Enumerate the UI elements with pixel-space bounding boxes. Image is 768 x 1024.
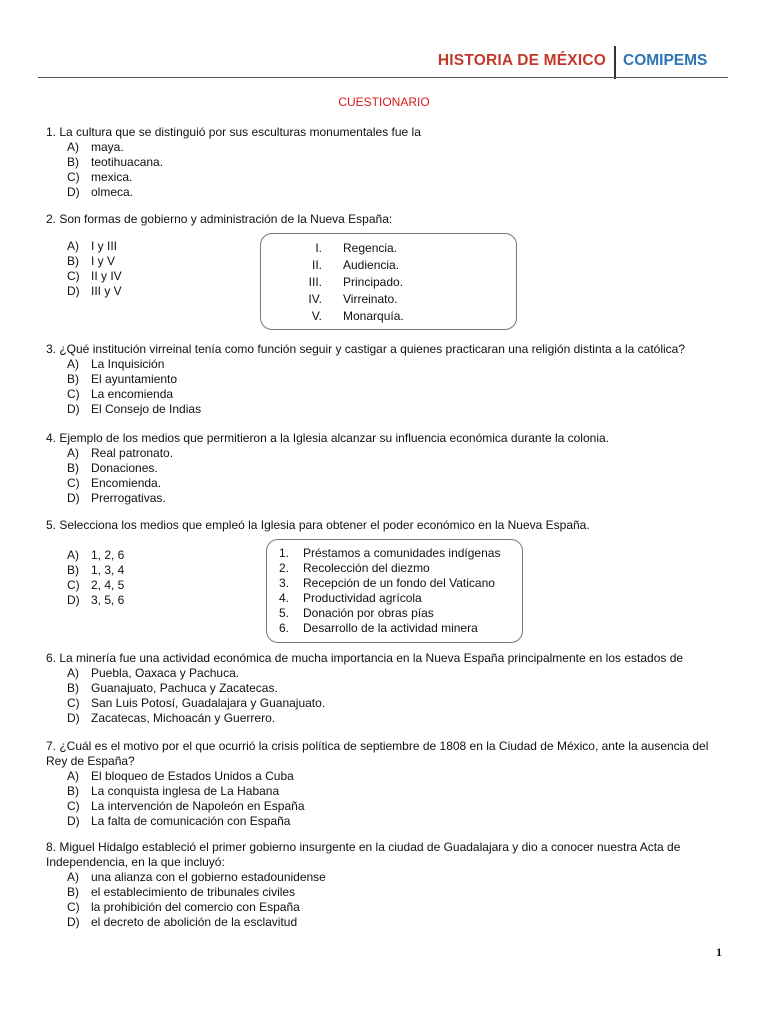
option-d (46, 915, 724, 930)
header-rule (38, 77, 728, 78)
box-item (267, 546, 522, 561)
option-b (46, 784, 724, 799)
question-text: 7. ¿Cuál es el motivo por el que ocurrió la crisis política de septiembre de 1808 en la Ciudad de México, ante la ausencia del Rey de España? (46, 739, 709, 768)
question-text: 1. La cultura que se distinguió por sus esculturas monumentales fue la (46, 125, 421, 139)
option-list (46, 870, 724, 930)
option-c (46, 387, 724, 402)
question-4 (46, 431, 724, 506)
option-text: San Luis Potosí, Guadalajara y Guanajuato. (91, 696, 326, 710)
option-text: I y V (91, 254, 116, 268)
option-text: una alianza con el gobierno estadounidense (91, 870, 326, 884)
item-number: I. (315, 241, 322, 255)
option-b (46, 372, 724, 387)
option-text: II y IV (91, 269, 122, 283)
option-letter: A) (67, 548, 79, 562)
option-letter: A) (67, 446, 79, 460)
item-text: Desarrollo de la actividad minera (303, 621, 478, 635)
item-text: Monarquía. (343, 309, 404, 323)
question-text: 5. Selecciona los medios que empleó la Iglesia para obtener el poder económico en la Nueva España. (46, 518, 590, 532)
option-letter: B) (67, 372, 79, 386)
question-3 (46, 342, 724, 417)
option-text: La encomienda (91, 387, 174, 401)
option-letter: A) (67, 666, 79, 680)
option-letter: D) (67, 593, 80, 607)
option-list (46, 357, 724, 417)
option-text: el establecimiento de tribunales civiles (91, 885, 296, 899)
option-a (46, 357, 724, 372)
item-number: V. (311, 309, 322, 323)
option-text: I y III (91, 239, 118, 253)
box-item (261, 275, 516, 292)
box-item (261, 241, 516, 258)
option-letter: D) (67, 915, 80, 929)
option-text: la prohibición del comercio con España (91, 900, 300, 914)
option-text: La intervención de Napoleón en España (91, 799, 305, 813)
option-letter: D) (67, 814, 80, 828)
item-text: Donación por obras pías (303, 606, 434, 620)
option-letter: C) (67, 170, 80, 184)
item-number: 2. (279, 561, 290, 575)
option-text: olmeca. (91, 185, 134, 199)
option-letter: B) (67, 461, 79, 475)
numbered-list-box (266, 539, 523, 643)
option-text: Guanajuato, Pachuca y Zacatecas. (91, 681, 278, 695)
option-list (46, 769, 724, 829)
option-letter: B) (67, 885, 79, 899)
item-text: Recolección del diezmo (303, 561, 430, 575)
page-number: 1 (716, 945, 722, 959)
option-c (46, 696, 724, 711)
option-letter: D) (67, 402, 80, 416)
option-text: Zacatecas, Michoacán y Guerrero. (91, 711, 276, 725)
option-letter: D) (67, 284, 80, 298)
option-b (46, 461, 724, 476)
option-c (46, 476, 724, 491)
option-letter: B) (67, 155, 79, 169)
option-letter: C) (67, 799, 80, 813)
option-letter: B) (67, 563, 79, 577)
box-item (267, 591, 522, 606)
option-letter: C) (67, 578, 80, 592)
option-text: III y V (91, 284, 122, 298)
question-6 (46, 651, 724, 726)
option-text: El Consejo de Indias (91, 402, 202, 416)
question-text: 6. La minería fue una actividad económica de mucha importancia en la Nueva España principalmente en los estados de (46, 651, 684, 665)
box-item (261, 258, 516, 275)
option-letter: C) (67, 387, 80, 401)
option-d (46, 402, 724, 417)
item-text: Préstamos a comunidades indígenas (303, 546, 501, 560)
option-letter: A) (67, 357, 79, 371)
option-a (46, 769, 724, 784)
option-letter: B) (67, 784, 79, 798)
question-8 (46, 840, 724, 930)
option-d (46, 491, 724, 506)
option-text: teotihuacana. (91, 155, 164, 169)
item-number: II. (311, 258, 322, 272)
option-letter: C) (67, 696, 80, 710)
option-c (46, 900, 724, 915)
item-number: 1. (279, 546, 290, 560)
option-b (46, 155, 724, 170)
option-c (46, 170, 724, 185)
option-text: 2, 4, 5 (91, 578, 125, 592)
box-item (261, 309, 516, 326)
option-d (46, 814, 724, 829)
option-text: Encomienda. (91, 476, 162, 490)
option-text: Prerrogativas. (91, 491, 166, 505)
option-c (46, 799, 724, 814)
header-brand: COMIPEMS (623, 52, 708, 69)
option-d (46, 711, 724, 726)
option-a (46, 666, 724, 681)
item-text: Recepción de un fondo del Vaticano (303, 576, 495, 590)
option-letter: B) (67, 681, 79, 695)
option-letter: A) (67, 140, 79, 154)
box-item (267, 561, 522, 576)
question-text: 2. Son formas de gobierno y administración de la Nueva España: (46, 212, 393, 226)
item-number: 5. (279, 606, 290, 620)
box-item (261, 292, 516, 309)
item-number: III. (308, 275, 322, 289)
option-text: La Inquisición (91, 357, 165, 371)
option-letter: D) (67, 711, 80, 725)
item-text: Virreinato. (343, 292, 398, 306)
option-letter: B) (67, 254, 79, 268)
box-item (267, 606, 522, 621)
option-text: mexica. (91, 170, 133, 184)
option-list (46, 140, 724, 200)
option-text: 3, 5, 6 (91, 593, 125, 607)
question-1 (46, 125, 724, 200)
option-list (46, 666, 724, 726)
option-text: El bloqueo de Estados Unidos a Cuba (91, 769, 294, 783)
item-text: Audiencia. (343, 258, 400, 272)
item-number: 6. (279, 621, 290, 635)
option-a (46, 446, 724, 461)
box-item (267, 621, 522, 636)
question-text: 4. Ejemplo de los medios que permitieron a la Iglesia alcanzar su influencia económica durante la colonia. (46, 431, 609, 445)
item-number: IV. (308, 292, 322, 306)
option-letter: D) (67, 185, 80, 199)
option-text: La conquista inglesa de La Habana (91, 784, 280, 798)
option-letter: C) (67, 476, 80, 490)
page-header (38, 44, 728, 80)
item-number: 4. (279, 591, 290, 605)
option-a (46, 870, 724, 885)
option-text: maya. (91, 140, 124, 154)
option-d (46, 185, 724, 200)
item-text: Productividad agrícola (303, 591, 422, 605)
header-separator (614, 46, 616, 79)
question-text: 8. Miguel Hidalgo estableció el primer gobierno insurgente en la ciudad de Guadalajara y dio a conocer nuestra Acta de Independencia, en la que incluyó: (46, 840, 681, 869)
item-number: 3. (279, 576, 290, 590)
option-letter: A) (67, 870, 79, 884)
option-text: La falta de comunicación con España (91, 814, 291, 828)
option-b (46, 681, 724, 696)
option-text: el decreto de abolición de la esclavitud (91, 915, 298, 929)
box-item (267, 576, 522, 591)
item-text: Principado. (343, 275, 404, 289)
item-text: Regencia. (343, 241, 398, 255)
section-title: CUESTIONARIO (338, 95, 430, 109)
option-letter: A) (67, 239, 79, 253)
roman-list-box (260, 233, 517, 330)
header-title: HISTORIA DE MÉXICO (437, 52, 606, 69)
option-text: Puebla, Oaxaca y Pachuca. (91, 666, 240, 680)
question-7 (46, 739, 724, 829)
option-letter: A) (67, 769, 79, 783)
option-a (46, 140, 724, 155)
option-letter: C) (67, 269, 80, 283)
option-text: 1, 3, 4 (91, 563, 125, 577)
option-text: Donaciones. (91, 461, 158, 475)
option-text: 1, 2, 6 (91, 548, 125, 562)
question-text: 3. ¿Qué institución virreinal tenía como función seguir y castigar a quienes practicaran una religión distinta a la católica? (46, 342, 686, 356)
option-text: El ayuntamiento (91, 372, 178, 386)
option-letter: D) (67, 491, 80, 505)
option-letter: C) (67, 900, 80, 914)
option-b (46, 885, 724, 900)
option-text: Real patronato. (91, 446, 174, 460)
option-list (46, 446, 724, 506)
